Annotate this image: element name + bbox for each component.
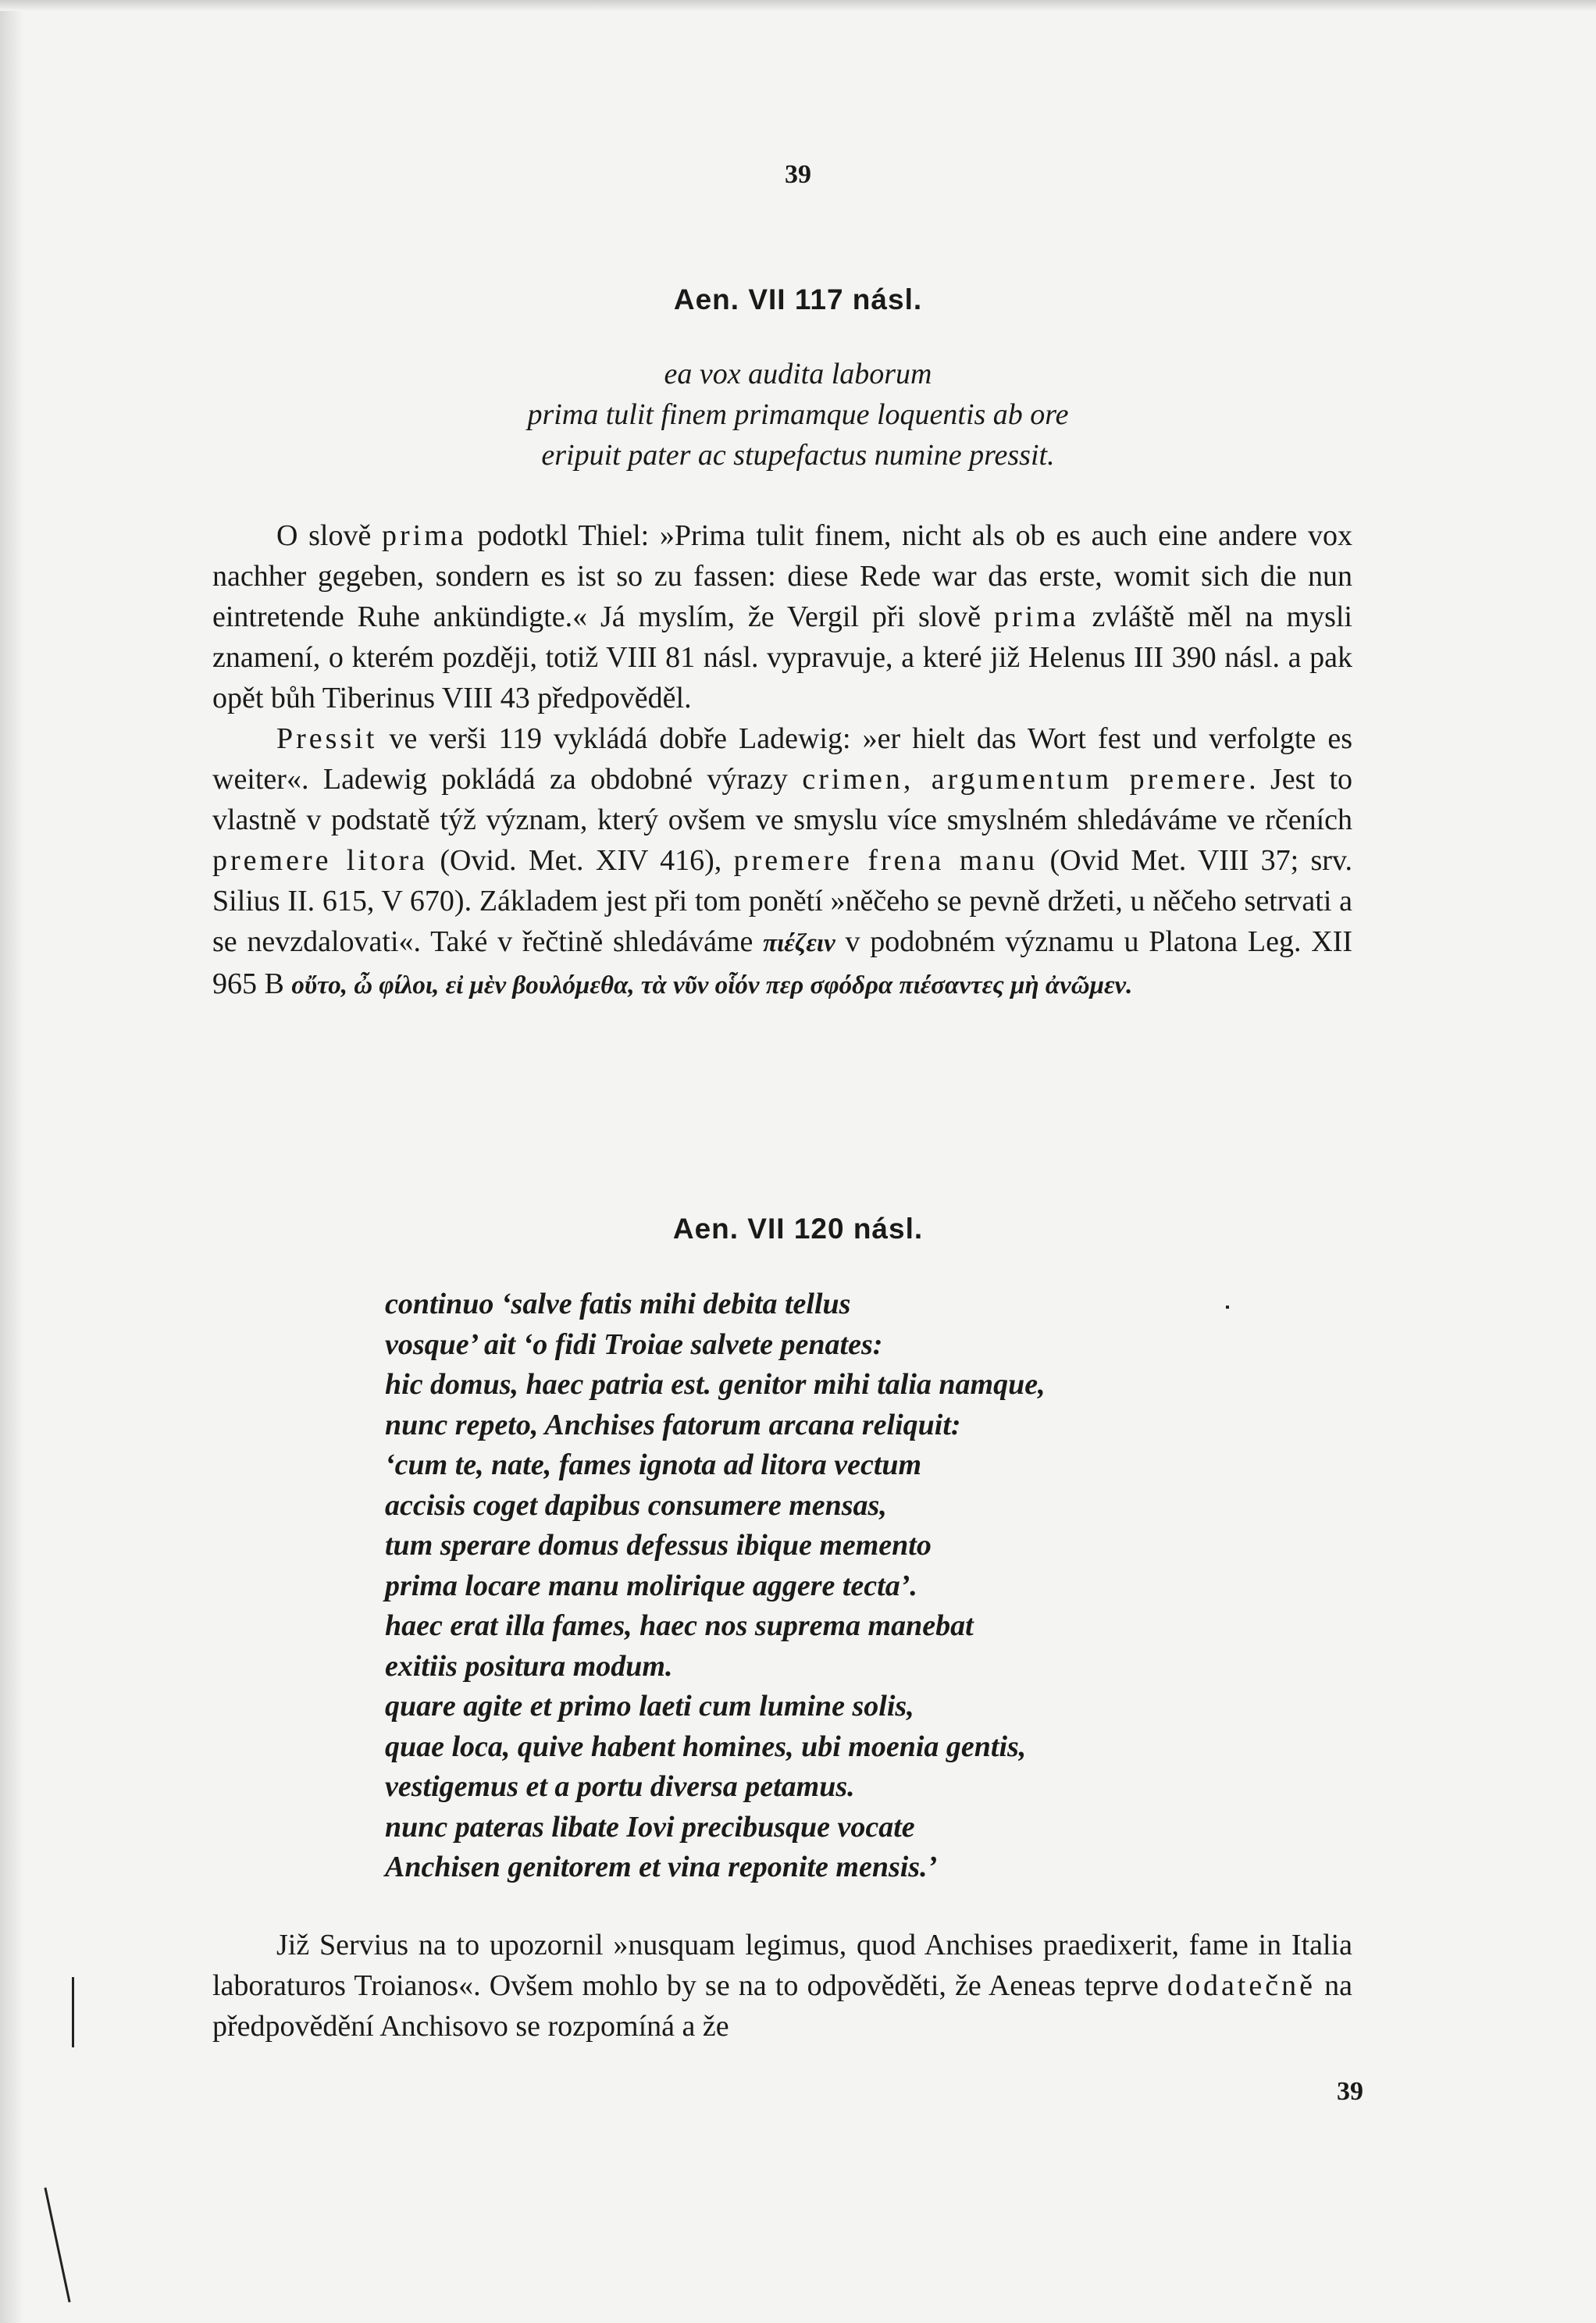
- verse-block-2: [385, 1284, 1400, 1888]
- emphasized-term: prima: [382, 519, 467, 552]
- emphasized-term: Pressit: [276, 722, 378, 755]
- section-heading-1: Aen. VII 117 násl.: [673, 283, 923, 315]
- text-run: (Ovid. Met. XIV 416),: [428, 844, 734, 877]
- greek-quote: πιέζειν: [763, 929, 835, 957]
- emphasized-term: premere frena manu: [733, 844, 1038, 877]
- page-edge-shadow-top: [0, 0, 1596, 11]
- text-run: zvláště měl na mysli znamení, o kterém později, totiž VIII 81 násl. vypravuje, a které již Helenus III 390 násl. a pak opět bůh Tiberinus VIII 43 předpověděl.: [212, 600, 1352, 714]
- section-heading-2: Aen. VII 120 násl.: [672, 1213, 924, 1245]
- text-run: podotkl Thiel: »Prima tulit finem, nicht als ob es auch eine andere vox nachher gegeben, sondern es ist so zu fassen: diese Rede war das erste, womit sich die nun eintretende Ruhe ankündigte.« Já myslím, že Vergil při slově: [212, 519, 1352, 633]
- verse-line: ea vox audita laborum: [664, 358, 932, 390]
- page-number-top: 39: [785, 160, 811, 189]
- text-run: O slově: [276, 519, 383, 552]
- emphasized-term: dodatečně: [1167, 1969, 1316, 2002]
- text-run: . Jest to vlastně v podstatě týž význam, který ovšem ve smyslu více smyslném shledáváme ve rčeních: [212, 763, 1353, 836]
- emphasized-term: crimen, argumentum premere: [802, 763, 1249, 796]
- verse-line: prima tulit finem primamque loquentis ab ore: [527, 398, 1069, 431]
- verse-line: accisis coget dapibus consumere mensas,: [385, 1488, 887, 1522]
- verse-block-1: [0, 354, 1596, 476]
- verse-line: vestigemus et a portu diversa petamus.: [385, 1770, 855, 1803]
- verse-line: nunc pateras libate Iovi precibusque vocate: [385, 1810, 915, 1844]
- emphasized-term: prima: [994, 600, 1079, 633]
- commentary-section-2: [212, 1925, 1352, 2047]
- verse-line: eripuit pater ac stupefactus numine pressit.: [541, 439, 1055, 472]
- text-run: na předpovědění Anchisovo se rozpomíná a že: [212, 1969, 1352, 2043]
- page-number-bottom: 39: [1337, 2077, 1363, 2106]
- margin-pencil-mark: [44, 2187, 70, 2302]
- verse-line: continuo ‘salve fatis mihi debita tellus: [385, 1288, 851, 1320]
- commentary-section-1: [212, 515, 1352, 1006]
- text-run: (Ovid Met. VIII 37; srv. Silius II. 615, V 670). Základem jest při tom ponětí »něčeho se pevně držeti, u něčeho setrvati a se nevzdalovati«. Také v řečtině shledáváme: [212, 844, 1352, 958]
- verse-line: vosque’ ait ‘o fidi Troiae salvete penates:: [385, 1327, 883, 1361]
- verse-line: quare agite et primo laeti cum lumine solis,: [385, 1690, 914, 1723]
- verse-line: prima locare manu molirique aggere tecta’.: [385, 1569, 917, 1602]
- text-run: v podobném významu u Platona Leg. XII 965 B: [212, 925, 1352, 1000]
- verse-line: tum sperare domus defessus ibique memento: [385, 1529, 932, 1562]
- verse-line: nunc repeto, Anchises fatorum arcana reliquit:: [385, 1408, 961, 1441]
- emphasized-term: premere litora: [212, 844, 428, 877]
- verse-line: quae loca, quive habent homines, ubi moenia gentis,: [385, 1730, 1027, 1763]
- verse-line: ‘cum te, nate, fames ignota ad litora vectum: [385, 1448, 922, 1481]
- paragraph: [212, 515, 1352, 718]
- paragraph: [212, 718, 1352, 1006]
- scan-speck: [1226, 1306, 1229, 1309]
- verse-line: Anchisen genitorem et vina reponite mensis.’: [385, 1851, 938, 1883]
- verse-line: haec erat illa fames, haec nos suprema manebat: [385, 1609, 974, 1642]
- margin-pencil-mark: [72, 1977, 74, 2047]
- text-run: ve verši 119 vykládá dobře Ladewig: »er hielt das Wort fest und verfolgte es weiter«. Ladewig pokládá za obdobné výrazy: [212, 722, 1352, 796]
- text-run: Již Servius na to upozornil »nusquam legimus, quod Anchises praedixerit, fame in Italia laboraturos Troianos«. Ovšem mohlo by se na to odpověděti, že Aeneas teprve: [212, 1929, 1352, 2002]
- paragraph: [212, 1925, 1352, 2047]
- greek-quote: οὔτο, ὦ φίλοι, εἰ μὲν βουλόμεθα, τὰ νῦν οἷόν περ σφόδρα πιέσαντες μὴ ἀνῶμεν.: [291, 971, 1133, 999]
- page-edge-shadow-left: [0, 0, 23, 2323]
- verse-line: exitiis positura modum.: [385, 1649, 673, 1683]
- verse-line: hic domus, haec patria est. genitor mihi talia namque,: [385, 1368, 1046, 1401]
